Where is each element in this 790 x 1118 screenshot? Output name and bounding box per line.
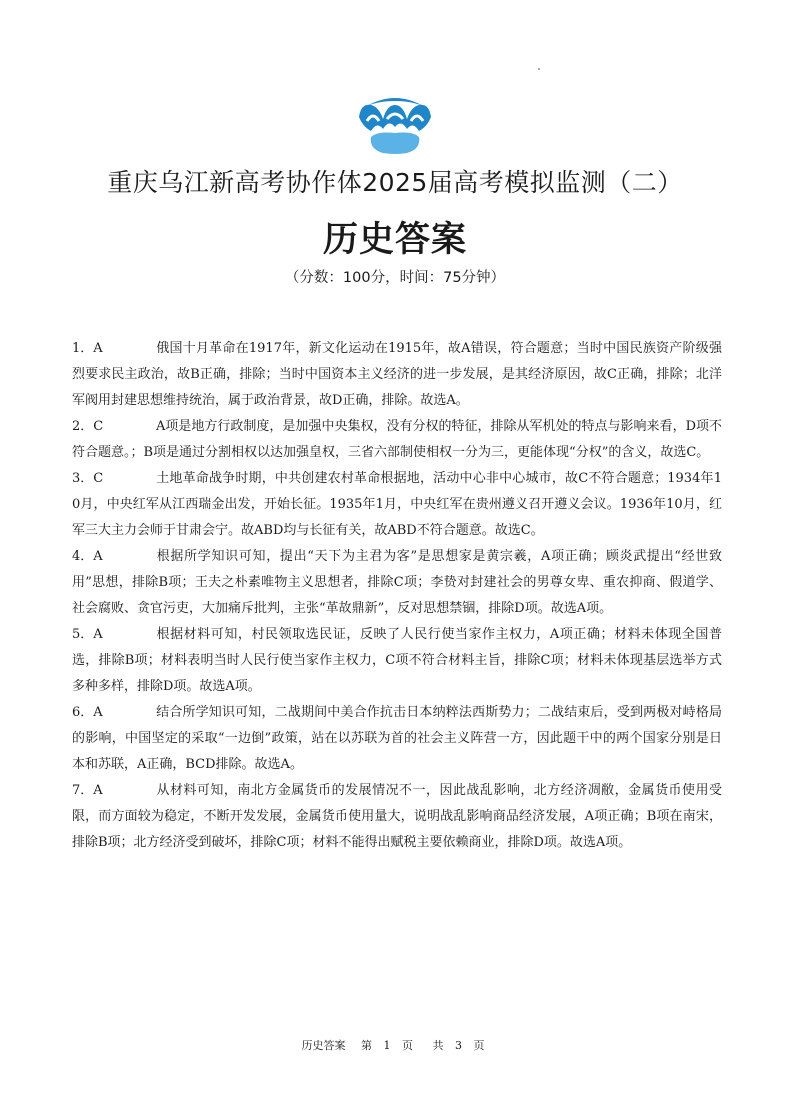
answer-explanation: 根据所学知识可知，提出“天下为主君为客”是思想家是黄宗羲，A项正确；顾炎武提出“经世致用”思想，排除B项；王夫之朴素唯物主义思想者，排除C项；李贽对封建社会的男尊女卑、重农抑商、假道学、社会腐败、贪官污吏，大加痛斥批判，主张“革故鼎新”，反对思想禁锢，排除D项。故选A项。 bbox=[72, 549, 722, 616]
answer-explanation: A项是地方行政制度，是加强中央集权，没有分权的特征，排除从军机处的特点与影响来看，D项不符合题意。；B项是通过分割相权以达加强皇权，三省六部制使相权一分为三，更能体现“分权”的含义，故选C。 bbox=[72, 419, 722, 460]
school-logo-icon bbox=[357, 97, 433, 155]
page-footer bbox=[0, 1037, 790, 1053]
answer-explanation: 结合所学知识可知，二战期间中美合作抗击日本纳粹法西斯势力；二战结束后，受到两极对峙格局的影响，中国坚定的采取“一边倒”政策，站在以苏联为首的社会主义阵营一方，因此题干中的两个国家分别是日本和苏联，A正确，BCD排除。故选A。 bbox=[72, 705, 722, 772]
answer-item bbox=[72, 622, 722, 700]
answer-number: 7．A bbox=[72, 783, 103, 798]
answer-item bbox=[72, 700, 722, 778]
answer-number: 6．A bbox=[72, 705, 103, 720]
answer-number: 1．A bbox=[72, 341, 103, 356]
answer-explanation: 从材料可知，南北方金属货币的发展情况不一，因此战乱影响，北方经济凋敝，金属货币使用受限，而方面较为稳定，不断开发发展，金属货币使用量大，说明战乱影响商品经济发展，A项正确；B项在南宋，排除B项；北方经济受到破坏，排除C项；材料不能得出赋税主要依赖商业，排除D项。故选A项。 bbox=[72, 783, 722, 850]
scan-speck bbox=[538, 68, 540, 70]
footer-total: 共 3 页 bbox=[432, 1039, 485, 1052]
answer-item bbox=[72, 414, 722, 466]
exam-meta: （分数：100分，时间：75分钟） bbox=[284, 270, 506, 286]
answer-item bbox=[72, 544, 722, 622]
total-pages: 3 bbox=[455, 1039, 462, 1052]
exam-title: 重庆乌江新高考协作体2025届高考模拟监测（二） bbox=[107, 168, 683, 197]
footer-subject: 历史答案 bbox=[301, 1039, 346, 1052]
answer-list bbox=[72, 336, 722, 856]
answer-explanation: 根据材料可知，村民领取选民证，反映了人民行使当家作主权力，A项正确；材料未体现全国普选，排除B项；材料表明当时人民行使当家作主权力，C项不符合材料主旨，排除C项；材料未体现基层选举方式多种多样，排除D项。故选A项。 bbox=[72, 627, 722, 694]
page-number: 1 bbox=[383, 1039, 391, 1052]
subject-title: 历史答案 bbox=[322, 220, 467, 260]
answer-number: 4．A bbox=[72, 549, 103, 564]
answer-explanation: 俄国十月革命在1917年，新文化运动在1915年，故A错误，符合题意；当时中国民族资产阶级强烈要求民主政治，故B正确，排除；当时中国资本主义经济的进一步发展，是其经济原因，故C正确，排除；北洋军阀用封建思想维持统治，属于政治背景，故D正确，排除。故选A。 bbox=[72, 341, 722, 408]
answer-item bbox=[72, 778, 722, 856]
answer-explanation: 土地革命战争时期，中共创建农村革命根据地，活动中心非中心城市，故C不符合题意；1934年10月，中央红军从江西瑞金出发，开始长征。1935年1月，中央红军在贵州遵义召开遵义会议。1936年10月，红军三大主力会师于甘肃会宁。故ABD均与长征有关，故ABD不符合题意。故选C。 bbox=[72, 471, 722, 538]
answer-number: 2．C bbox=[72, 419, 104, 434]
footer-page: 第 1 页 bbox=[361, 1039, 413, 1052]
answer-number: 5．A bbox=[72, 627, 103, 642]
answer-item bbox=[72, 466, 722, 544]
answer-item bbox=[72, 336, 722, 414]
answer-number: 3．C bbox=[72, 471, 104, 486]
